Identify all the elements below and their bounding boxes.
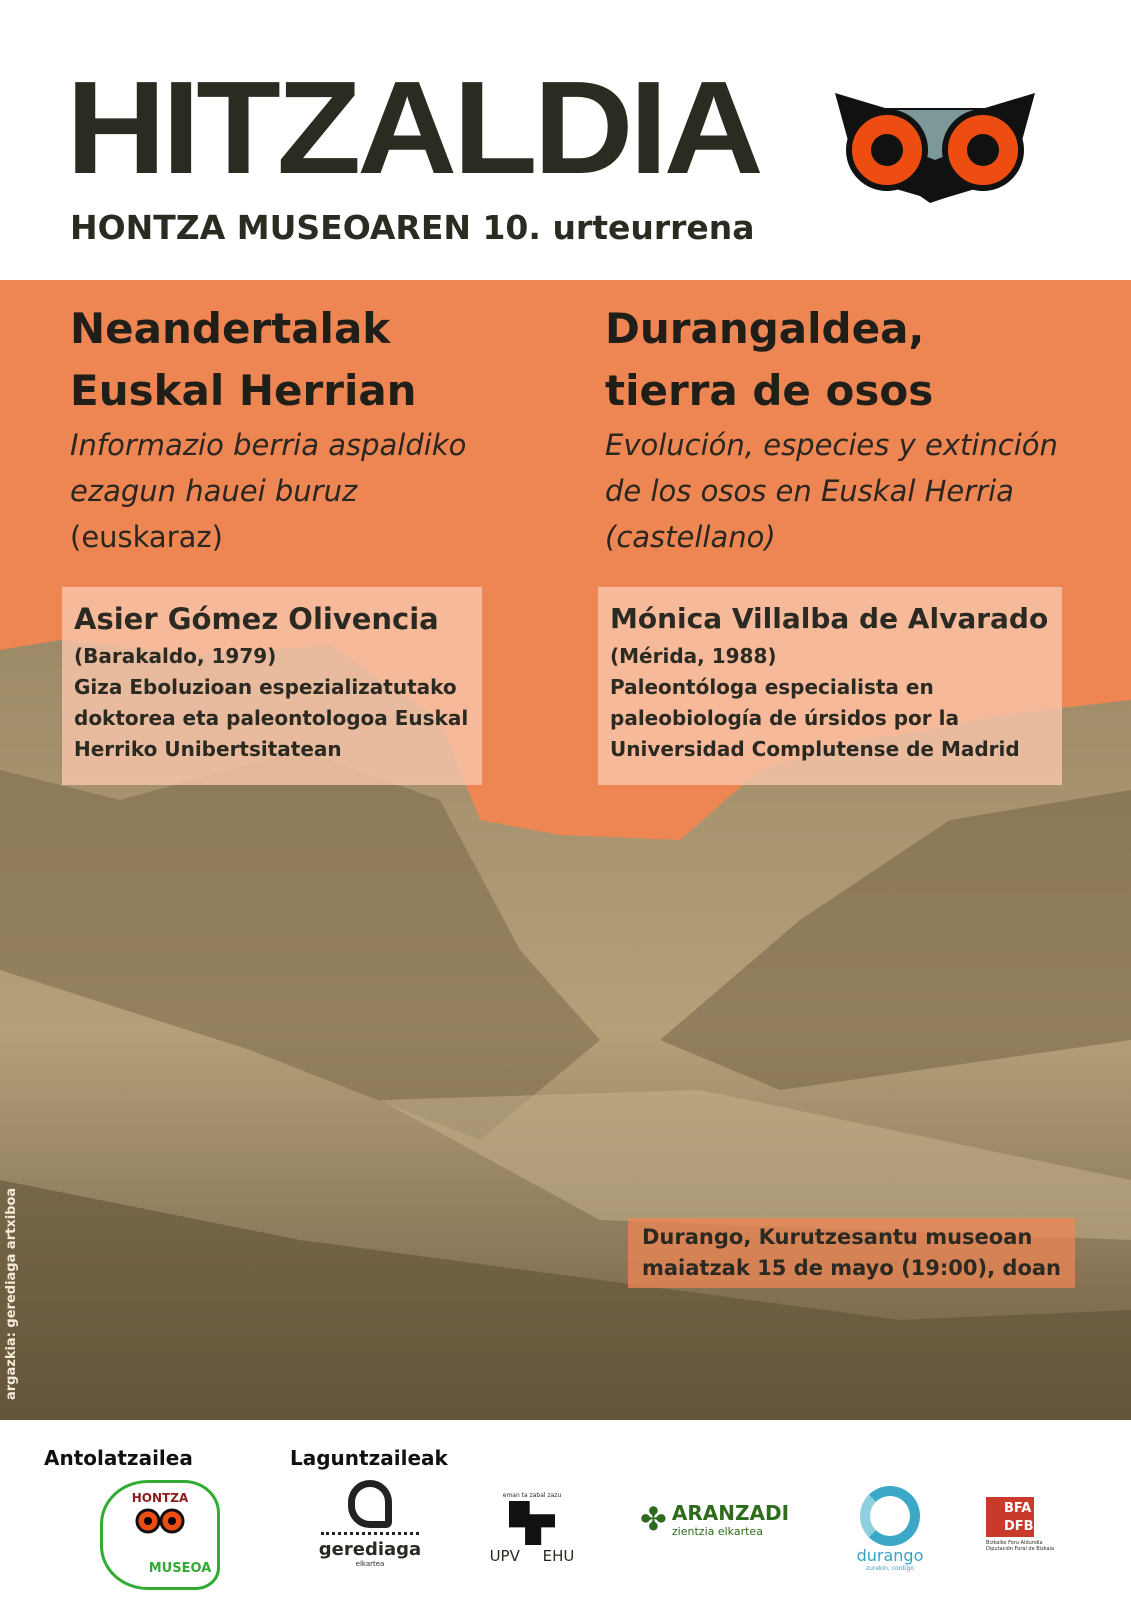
hontza-museoa-logo <box>100 1480 220 1590</box>
speaker-box-2 <box>598 587 1062 785</box>
speaker-bio-line: Giza Eboluzioan espezializatutako <box>74 675 457 699</box>
talk-language: (castellano) <box>605 520 776 554</box>
talk-1 <box>70 298 466 560</box>
organizer-label: Antolatzailea <box>44 1446 193 1470</box>
bfa-text: BFA <box>1004 1501 1032 1516</box>
talk-subtitle-line: ezagun hauei buruz <box>70 474 358 508</box>
subtitle-tail: urteurrena <box>552 208 755 247</box>
gerediaga-logo <box>315 1480 425 1568</box>
upv-ehu-logo <box>482 1492 582 1565</box>
venue-box <box>628 1218 1075 1288</box>
bfa-sub: Bizkaiko Foru Aldundia <box>986 1540 1043 1546</box>
talk-title-line: Neandertalak <box>70 304 391 353</box>
venue-line: maiatzak 15 de mayo (19:00), doan <box>642 1256 1061 1280</box>
owl-icon <box>135 1507 185 1535</box>
gerediaga-sub: elkartea <box>355 1560 385 1568</box>
supporters-label: Laguntzaileak <box>290 1446 448 1470</box>
talk-subtitle-line: Evolución, especies y extinción <box>605 428 1058 462</box>
talk-subtitle-line: de los osos en Euskal Herria <box>605 474 1014 508</box>
speaker-origin: (Mérida, 1988) <box>610 644 777 668</box>
talk-2 <box>605 298 1058 560</box>
durango-ring-icon <box>860 1486 920 1546</box>
durango-sub: zurekin, contigo <box>865 1565 914 1572</box>
speaker-box-1 <box>62 587 482 785</box>
dfb-sub: Diputación Foral de Bizkaia <box>986 1546 1055 1552</box>
talk-title-line: Durangaldea, <box>605 304 925 353</box>
gerediaga-icon <box>348 1480 392 1528</box>
photo-credit: argazkia: gerediaga artxiboa <box>4 1187 19 1400</box>
bfa-logo <box>986 1497 1066 1552</box>
speaker-origin: (Barakaldo, 1979) <box>74 644 277 668</box>
speaker-bio-line: Herriko Unibertsitatean <box>74 737 342 761</box>
aranzadi-text: ARANZADI <box>671 1500 790 1525</box>
aranzadi-leaf-icon: ✤ <box>640 1500 667 1538</box>
speaker-bio-line: doktorea eta paleontologoa Euskal <box>74 706 469 730</box>
owl-logo-icon <box>835 88 1035 208</box>
talk-title-line: tierra de osos <box>605 366 934 415</box>
gerediaga-text: gerediaga <box>318 1539 422 1560</box>
upv-tree-icon <box>509 1501 555 1545</box>
aranzadi-logo <box>640 1500 800 1538</box>
speaker-name: Asier Gómez Olivencia <box>74 602 439 636</box>
talk-title-line: Euskal Herrian <box>70 366 417 415</box>
subtitle-main: HONTZA MUSEOAREN 10. <box>70 208 541 247</box>
durango-logo <box>850 1486 930 1572</box>
speaker-name: Mónica Villalba de Alvarado <box>610 602 1049 635</box>
upv-motto: eman ta zabal zazu <box>502 1492 562 1499</box>
speaker-bio-line: Universidad Complutense de Madrid <box>610 737 1020 761</box>
hontza-logo-text: HONTZA <box>131 1491 189 1505</box>
upv-text: UPV <box>489 1547 520 1565</box>
dfb-text: DFB <box>1004 1519 1034 1534</box>
talk-subtitle-line: Informazio berria aspaldiko <box>70 428 467 462</box>
poster-title: HITZALDIA <box>66 54 760 201</box>
aranzadi-sub: zientzia elkartea <box>671 1524 763 1538</box>
venue-line: Durango, Kurutzesantu museoan <box>642 1225 1033 1249</box>
speaker-bio-line: paleobiología de úrsidos por la <box>610 706 959 730</box>
museoa-logo-text: MUSEOA <box>148 1561 212 1576</box>
talk-language: (euskaraz) <box>70 520 223 554</box>
durango-text: durango <box>856 1546 924 1565</box>
speaker-bio-line: Paleontóloga especialista en <box>610 675 934 699</box>
ehu-text: EHU <box>542 1547 575 1565</box>
poster-subtitle <box>70 208 755 247</box>
